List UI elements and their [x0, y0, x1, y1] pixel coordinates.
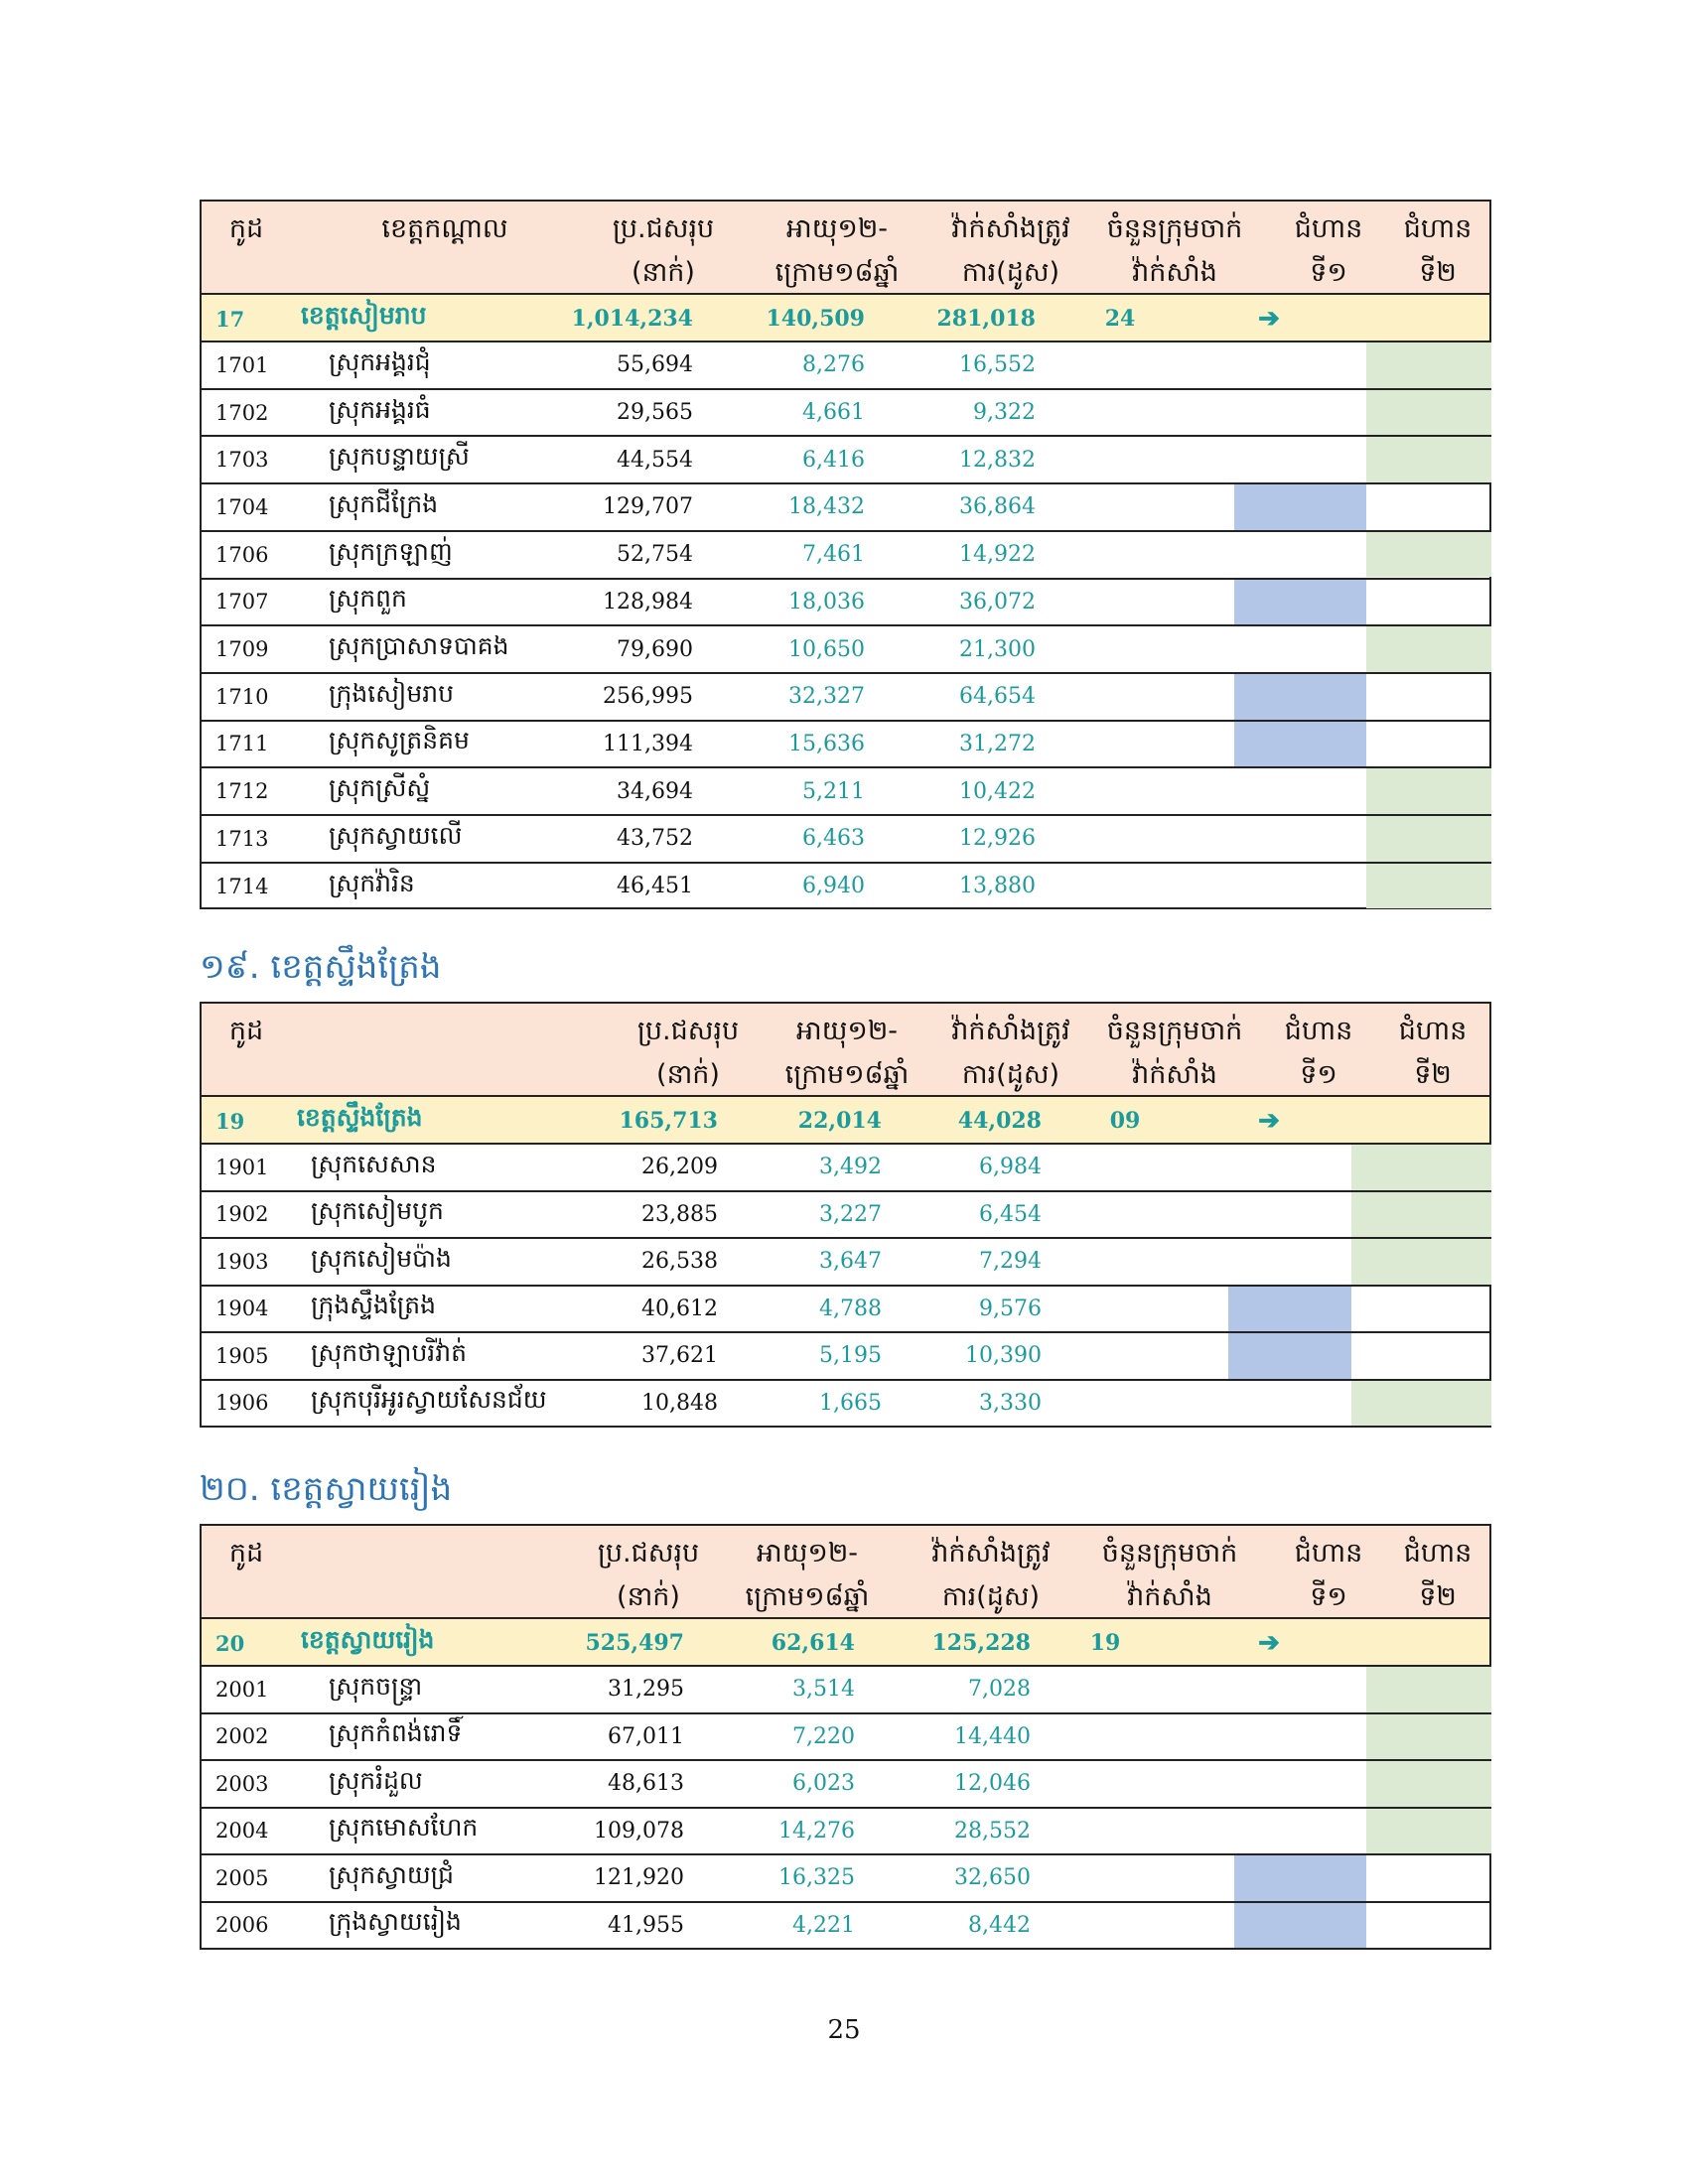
- header-pop-1: ប្រ.ជសរុប: [597, 1538, 700, 1569]
- header-pop-1: ប្រ.ជសរុប: [636, 1016, 740, 1046]
- row-name: ស្រុកសៀមបូក: [311, 1196, 444, 1226]
- header-step1-2: ទី១: [1300, 1059, 1337, 1090]
- table-row: [202, 862, 1489, 909]
- row-pop: 34,694: [617, 778, 693, 804]
- table-header: [202, 202, 1489, 293]
- row-age: 14,276: [778, 1818, 855, 1843]
- header-step1: [1244, 1004, 1393, 1095]
- step2-fill: [1366, 1667, 1491, 1712]
- table-header: [202, 1004, 1489, 1095]
- header-pop-2: (នាក់): [656, 1059, 720, 1090]
- step2-fill: [1366, 437, 1491, 482]
- row-vac: 14,922: [959, 542, 1036, 568]
- step2-fill: [1351, 1381, 1491, 1427]
- table-row: [202, 1143, 1489, 1190]
- header-vac-1: វ៉ាក់សាំងត្រូវ: [931, 1538, 1051, 1569]
- header-vac-2: ការ(ដូស): [961, 257, 1060, 288]
- page-number: 25: [827, 2015, 861, 2045]
- table-row: [202, 1759, 1489, 1807]
- header-code-text: កូដ: [228, 1538, 264, 1569]
- row-age: 3,492: [819, 1155, 882, 1180]
- section-heading-stung-treng: ១៩. ខេត្តស្ទឹងត្រែង: [200, 947, 442, 987]
- row-age: 15,636: [788, 731, 865, 756]
- row-age: 5,211: [802, 778, 865, 804]
- step1-fill: [1234, 674, 1366, 720]
- arrow-right-icon: ➔: [1258, 1628, 1280, 1658]
- row-name: ស្រុកមោសហែក: [329, 1813, 479, 1843]
- table-row: [202, 578, 1489, 625]
- row-age: 5,195: [819, 1343, 882, 1369]
- step1-fill: [1228, 1287, 1351, 1332]
- table-svay-rieng: [200, 1524, 1491, 1950]
- row-vac: 12,926: [959, 826, 1036, 852]
- row-name: ស្រុករំដួល: [329, 1765, 423, 1795]
- header-pop-2: (នាក់): [617, 1581, 680, 1612]
- table-row: [202, 1853, 1489, 1901]
- table-siem-reap: [200, 200, 1491, 909]
- row-age: 7,220: [792, 1723, 855, 1749]
- step1-fill: [1234, 484, 1366, 530]
- row-pop: 10,848: [641, 1390, 718, 1416]
- step1-fill: [1234, 1903, 1366, 1949]
- table-row: [202, 766, 1489, 814]
- row-name: ស្រុកប្រាសាទបាគង: [329, 631, 509, 661]
- row-code: 2003: [215, 1771, 269, 1796]
- header-groups-2: វ៉ាក់សាំង: [1132, 257, 1217, 288]
- table-row: [202, 1807, 1489, 1854]
- summary-row: [202, 1617, 1489, 1667]
- header-step2: [1373, 1004, 1492, 1095]
- step2-fill: [1366, 532, 1491, 578]
- row-vac: 36,864: [959, 494, 1036, 520]
- row-code: 1702: [215, 400, 269, 425]
- row-name: ស្រុកជីក្រែង: [329, 488, 439, 518]
- row-pop: 79,690: [617, 636, 693, 662]
- header-pop-2: (នាក់): [632, 257, 695, 288]
- row-name: ស្រុកថាឡាបរិវ៉ាត់: [311, 1337, 467, 1367]
- header-code: [202, 202, 291, 293]
- header-age-2: ក្រោម១៨ឆ្នាំ: [784, 1059, 910, 1090]
- row-code: 1714: [215, 874, 269, 898]
- summary-name: ខេត្តស្ទឹងត្រែង: [297, 1103, 423, 1132]
- header-code: [202, 1004, 291, 1095]
- row-vac: 28,552: [954, 1818, 1031, 1843]
- row-name: ស្រុកពួក: [329, 584, 407, 614]
- row-age: 4,221: [792, 1912, 855, 1938]
- row-age: 18,432: [788, 494, 865, 520]
- row-age: 18,036: [788, 589, 865, 614]
- row-vac: 9,576: [979, 1296, 1042, 1321]
- row-name: ស្រុកបុរីអូរស្វាយសែនជ័យ: [311, 1385, 547, 1415]
- row-code: 1712: [215, 779, 269, 804]
- section-heading-svay-rieng: ២០. ខេត្តស្វាយរៀង: [200, 1469, 453, 1509]
- row-code: 1706: [215, 542, 269, 567]
- header-code: [202, 1526, 291, 1617]
- row-pop: 67,011: [608, 1723, 684, 1749]
- row-pop: 26,538: [641, 1249, 718, 1275]
- row-name: ស្រុកសូត្រនិគម: [329, 726, 470, 755]
- row-code: 2001: [215, 1677, 269, 1702]
- row-pop: 109,078: [594, 1818, 684, 1843]
- header-pop-1: ប្រ.ជសរុប: [612, 213, 715, 244]
- row-name: ស្រុកសេសាន: [311, 1149, 437, 1178]
- row-name: ស្រុកក្រឡាញ់: [329, 536, 453, 566]
- header-groups-1: ចំនួនក្រុមចាក់: [1106, 1016, 1243, 1046]
- row-name: ស្រុកស្រីស្នំ: [329, 773, 431, 803]
- table-row: [202, 1331, 1489, 1379]
- row-vac: 10,390: [965, 1343, 1042, 1369]
- summary-pop: 165,713: [619, 1108, 718, 1134]
- header-step2-2: ទី២: [1419, 1581, 1457, 1612]
- header-groups-2: វ៉ាក់សាំង: [1127, 1581, 1212, 1612]
- header-step1-1: ជំហាន: [1294, 1538, 1363, 1569]
- header-groups-2: វ៉ាក់សាំង: [1132, 1059, 1217, 1090]
- summary-pop: 525,497: [585, 1630, 684, 1656]
- summary-groups: 19: [1089, 1630, 1121, 1656]
- row-vac: 12,832: [959, 447, 1036, 473]
- row-pop: 52,754: [617, 542, 693, 568]
- header-vac-2: ការ(ដូស): [941, 1581, 1041, 1612]
- summary-name: ខេត្តសៀមរាប: [301, 301, 427, 330]
- row-vac: 12,046: [954, 1771, 1031, 1797]
- summary-age: 22,014: [797, 1108, 882, 1134]
- row-age: 8,276: [802, 352, 865, 378]
- row-code: 2005: [215, 1865, 269, 1890]
- table-row: [202, 1379, 1489, 1427]
- row-pop: 40,612: [641, 1296, 718, 1321]
- row-age: 3,514: [792, 1677, 855, 1703]
- header-vac-1: វ៉ាក់សាំងត្រូវ: [951, 1016, 1070, 1046]
- header-groups: [1051, 1526, 1289, 1617]
- header-vac-1: វ៉ាក់សាំងត្រូវ: [951, 213, 1070, 244]
- summary-vac: 281,018: [936, 306, 1036, 332]
- row-name: ស្រុកសៀមប៉ាង: [311, 1243, 452, 1273]
- row-name: ក្រុងស្វាយរៀង: [329, 1907, 462, 1937]
- row-age: 1,665: [819, 1390, 882, 1416]
- row-code: 1903: [215, 1249, 269, 1274]
- row-code: 1713: [215, 826, 269, 851]
- row-pop: 111,394: [603, 731, 693, 756]
- row-code: 2002: [215, 1724, 269, 1749]
- summary-name: ខេត្តស្វាយរៀង: [301, 1625, 435, 1654]
- row-age: 6,463: [802, 826, 865, 852]
- step1-fill: [1234, 722, 1366, 767]
- step1-fill: [1234, 1855, 1366, 1901]
- summary-groups: 24: [1104, 306, 1136, 332]
- row-code: 1904: [215, 1297, 269, 1321]
- table-row: [202, 388, 1489, 436]
- header-step1-1: ជំហាន: [1294, 213, 1363, 244]
- step1-fill: [1228, 1333, 1351, 1379]
- row-pop: 44,554: [617, 447, 693, 473]
- row-code: 1902: [215, 1202, 269, 1227]
- row-pop: 46,451: [617, 874, 693, 899]
- step2-fill: [1351, 1192, 1491, 1238]
- row-pop: 43,752: [617, 826, 693, 852]
- header-age-1: អាយុ១២-: [795, 1016, 899, 1046]
- row-code: 1711: [215, 732, 269, 756]
- header-step2-1: ជំហាន: [1398, 1016, 1468, 1046]
- row-pop: 48,613: [608, 1771, 684, 1797]
- header-step2-1: ជំហាន: [1403, 213, 1473, 244]
- summary-code: 17: [215, 306, 245, 332]
- row-code: 1707: [215, 590, 269, 614]
- row-pop: 256,995: [603, 684, 693, 710]
- row-pop: 26,209: [641, 1155, 718, 1180]
- table-row: [202, 1237, 1489, 1285]
- header-age-2: ក្រោម១៨ឆ្នាំ: [774, 257, 900, 288]
- row-age: 6,416: [802, 447, 865, 473]
- header-vac-2: ការ(ដូស): [961, 1059, 1060, 1090]
- summary-vac: 44,028: [957, 1108, 1042, 1134]
- row-age: 32,327: [788, 684, 865, 710]
- row-name: ស្រុកអង្គរជុំ: [329, 346, 431, 376]
- header-age-2: ក្រោម១៨ឆ្នាំ: [745, 1581, 870, 1612]
- table-row: [202, 720, 1489, 767]
- row-vac: 10,422: [959, 778, 1036, 804]
- row-code: 1901: [215, 1155, 269, 1179]
- header-province: [321, 202, 569, 293]
- row-code: 1906: [215, 1391, 269, 1416]
- table-row: [202, 624, 1489, 672]
- header-step2-2: ទី២: [1419, 257, 1457, 288]
- row-vac: 8,442: [968, 1912, 1031, 1938]
- row-pop: 121,920: [594, 1865, 684, 1891]
- row-vac: 6,454: [979, 1201, 1042, 1227]
- step2-fill: [1366, 1714, 1491, 1760]
- row-code: 1709: [215, 637, 269, 662]
- row-vac: 7,028: [968, 1677, 1031, 1703]
- arrow-right-icon: ➔: [1258, 1106, 1280, 1136]
- row-vac: 21,300: [959, 636, 1036, 662]
- row-age: 6,023: [792, 1771, 855, 1797]
- row-pop: 55,694: [617, 352, 693, 378]
- row-vac: 3,330: [979, 1390, 1042, 1416]
- table-row: [202, 435, 1489, 482]
- arrow-right-icon: ➔: [1258, 304, 1280, 334]
- header-groups-1: ចំនួនក្រុមចាក់: [1106, 213, 1243, 244]
- header-step2: [1378, 202, 1497, 293]
- row-vac: 32,650: [954, 1865, 1031, 1891]
- summary-row: [202, 293, 1489, 342]
- row-vac: 16,552: [959, 352, 1036, 378]
- table-row: [202, 1901, 1489, 1949]
- table-row: [202, 1665, 1489, 1712]
- summary-age: 140,509: [766, 306, 865, 332]
- row-code: 2006: [215, 1913, 269, 1938]
- row-pop: 23,885: [641, 1201, 718, 1227]
- row-vac: 31,272: [959, 731, 1036, 756]
- row-name: ស្រុកកំពង់រោទិ៍: [329, 1718, 463, 1748]
- header-step1-2: ទី១: [1310, 1581, 1347, 1612]
- row-age: 4,788: [819, 1296, 882, 1321]
- table-row: [202, 1285, 1489, 1332]
- table-header: [202, 1526, 1489, 1617]
- row-name: ស្រុកអង្គរធំ: [329, 394, 431, 424]
- row-age: 3,647: [819, 1249, 882, 1275]
- summary-code: 19: [215, 1108, 245, 1134]
- row-age: 10,650: [788, 636, 865, 662]
- summary-code: 20: [215, 1630, 245, 1656]
- row-name: ក្រុងស្ទឹងត្រែង: [311, 1291, 436, 1320]
- row-code: 1905: [215, 1343, 269, 1368]
- row-age: 3,227: [819, 1201, 882, 1227]
- row-vac: 64,654: [959, 684, 1036, 710]
- step2-fill: [1366, 768, 1491, 814]
- table-row: [202, 530, 1489, 578]
- row-name: ស្រុកបន្ទាយស្រី: [329, 442, 470, 472]
- row-pop: 129,707: [603, 494, 693, 520]
- summary-groups: 09: [1109, 1108, 1141, 1134]
- step2-fill: [1366, 342, 1491, 388]
- header-groups-1: ចំនួនក្រុមចាក់: [1101, 1538, 1238, 1569]
- row-name: ស្រុកស្វាយជ្រំ: [329, 1859, 454, 1889]
- row-code: 1701: [215, 352, 269, 377]
- row-name: ស្រុកស្វាយលើ: [329, 820, 463, 850]
- row-vac: 6,984: [979, 1155, 1042, 1180]
- step2-fill: [1366, 1809, 1491, 1854]
- header-step2: [1378, 1526, 1497, 1617]
- row-name: ក្រុងសៀមរាប: [329, 678, 454, 708]
- step2-fill: [1366, 816, 1491, 862]
- header-step1-2: ទី១: [1310, 257, 1347, 288]
- step2-fill: [1366, 626, 1491, 672]
- row-vac: 13,880: [959, 874, 1036, 899]
- row-vac: 9,322: [973, 400, 1036, 426]
- header-code-text: កូដ: [228, 1016, 264, 1046]
- step2-fill: [1366, 1761, 1491, 1807]
- summary-age: 62,614: [771, 1630, 855, 1656]
- header-code-text: កូដ: [228, 213, 264, 244]
- step2-fill: [1366, 864, 1491, 909]
- row-age: 7,461: [802, 542, 865, 568]
- row-pop: 31,295: [608, 1677, 684, 1703]
- row-age: 6,940: [802, 874, 865, 899]
- row-code: 1703: [215, 448, 269, 473]
- row-name: ស្រុកវ៉ារិន: [329, 868, 415, 897]
- step2-fill: [1366, 390, 1491, 436]
- row-vac: 14,440: [954, 1723, 1031, 1749]
- table-row: [202, 341, 1489, 388]
- summary-row: [202, 1095, 1489, 1145]
- row-age: 4,661: [802, 400, 865, 426]
- table-row: [202, 1190, 1489, 1238]
- row-vac: 7,294: [979, 1249, 1042, 1275]
- table-row: [202, 672, 1489, 720]
- row-code: 1710: [215, 684, 269, 709]
- header-step2-1: ជំហាន: [1403, 1538, 1473, 1569]
- row-pop: 37,621: [641, 1343, 718, 1369]
- header-province-text: ខេត្តកណ្តាល: [381, 213, 508, 244]
- step2-fill: [1351, 1145, 1491, 1190]
- row-pop: 29,565: [617, 400, 693, 426]
- table-row: [202, 1712, 1489, 1760]
- row-age: 16,325: [778, 1865, 855, 1891]
- table-row: [202, 814, 1489, 862]
- step1-fill: [1234, 580, 1366, 625]
- row-code: 1704: [215, 494, 269, 519]
- row-vac: 36,072: [959, 589, 1036, 614]
- header-step1-1: ជំហាន: [1284, 1016, 1353, 1046]
- table-stung-treng: [200, 1002, 1491, 1428]
- header-step2-2: ទី២: [1414, 1059, 1452, 1090]
- header-age-1: អាយុ១២-: [756, 1538, 859, 1569]
- row-pop: 41,955: [608, 1912, 684, 1938]
- summary-pop: 1,014,234: [571, 306, 693, 332]
- row-pop: 128,984: [603, 589, 693, 614]
- header-age-1: អាយុ១២-: [785, 213, 889, 244]
- row-name: ស្រុកចន្ទ្រា: [329, 1671, 423, 1701]
- row-code: 2004: [215, 1819, 269, 1843]
- step2-fill: [1351, 1239, 1491, 1285]
- table-row: [202, 482, 1489, 530]
- summary-vac: 125,228: [931, 1630, 1031, 1656]
